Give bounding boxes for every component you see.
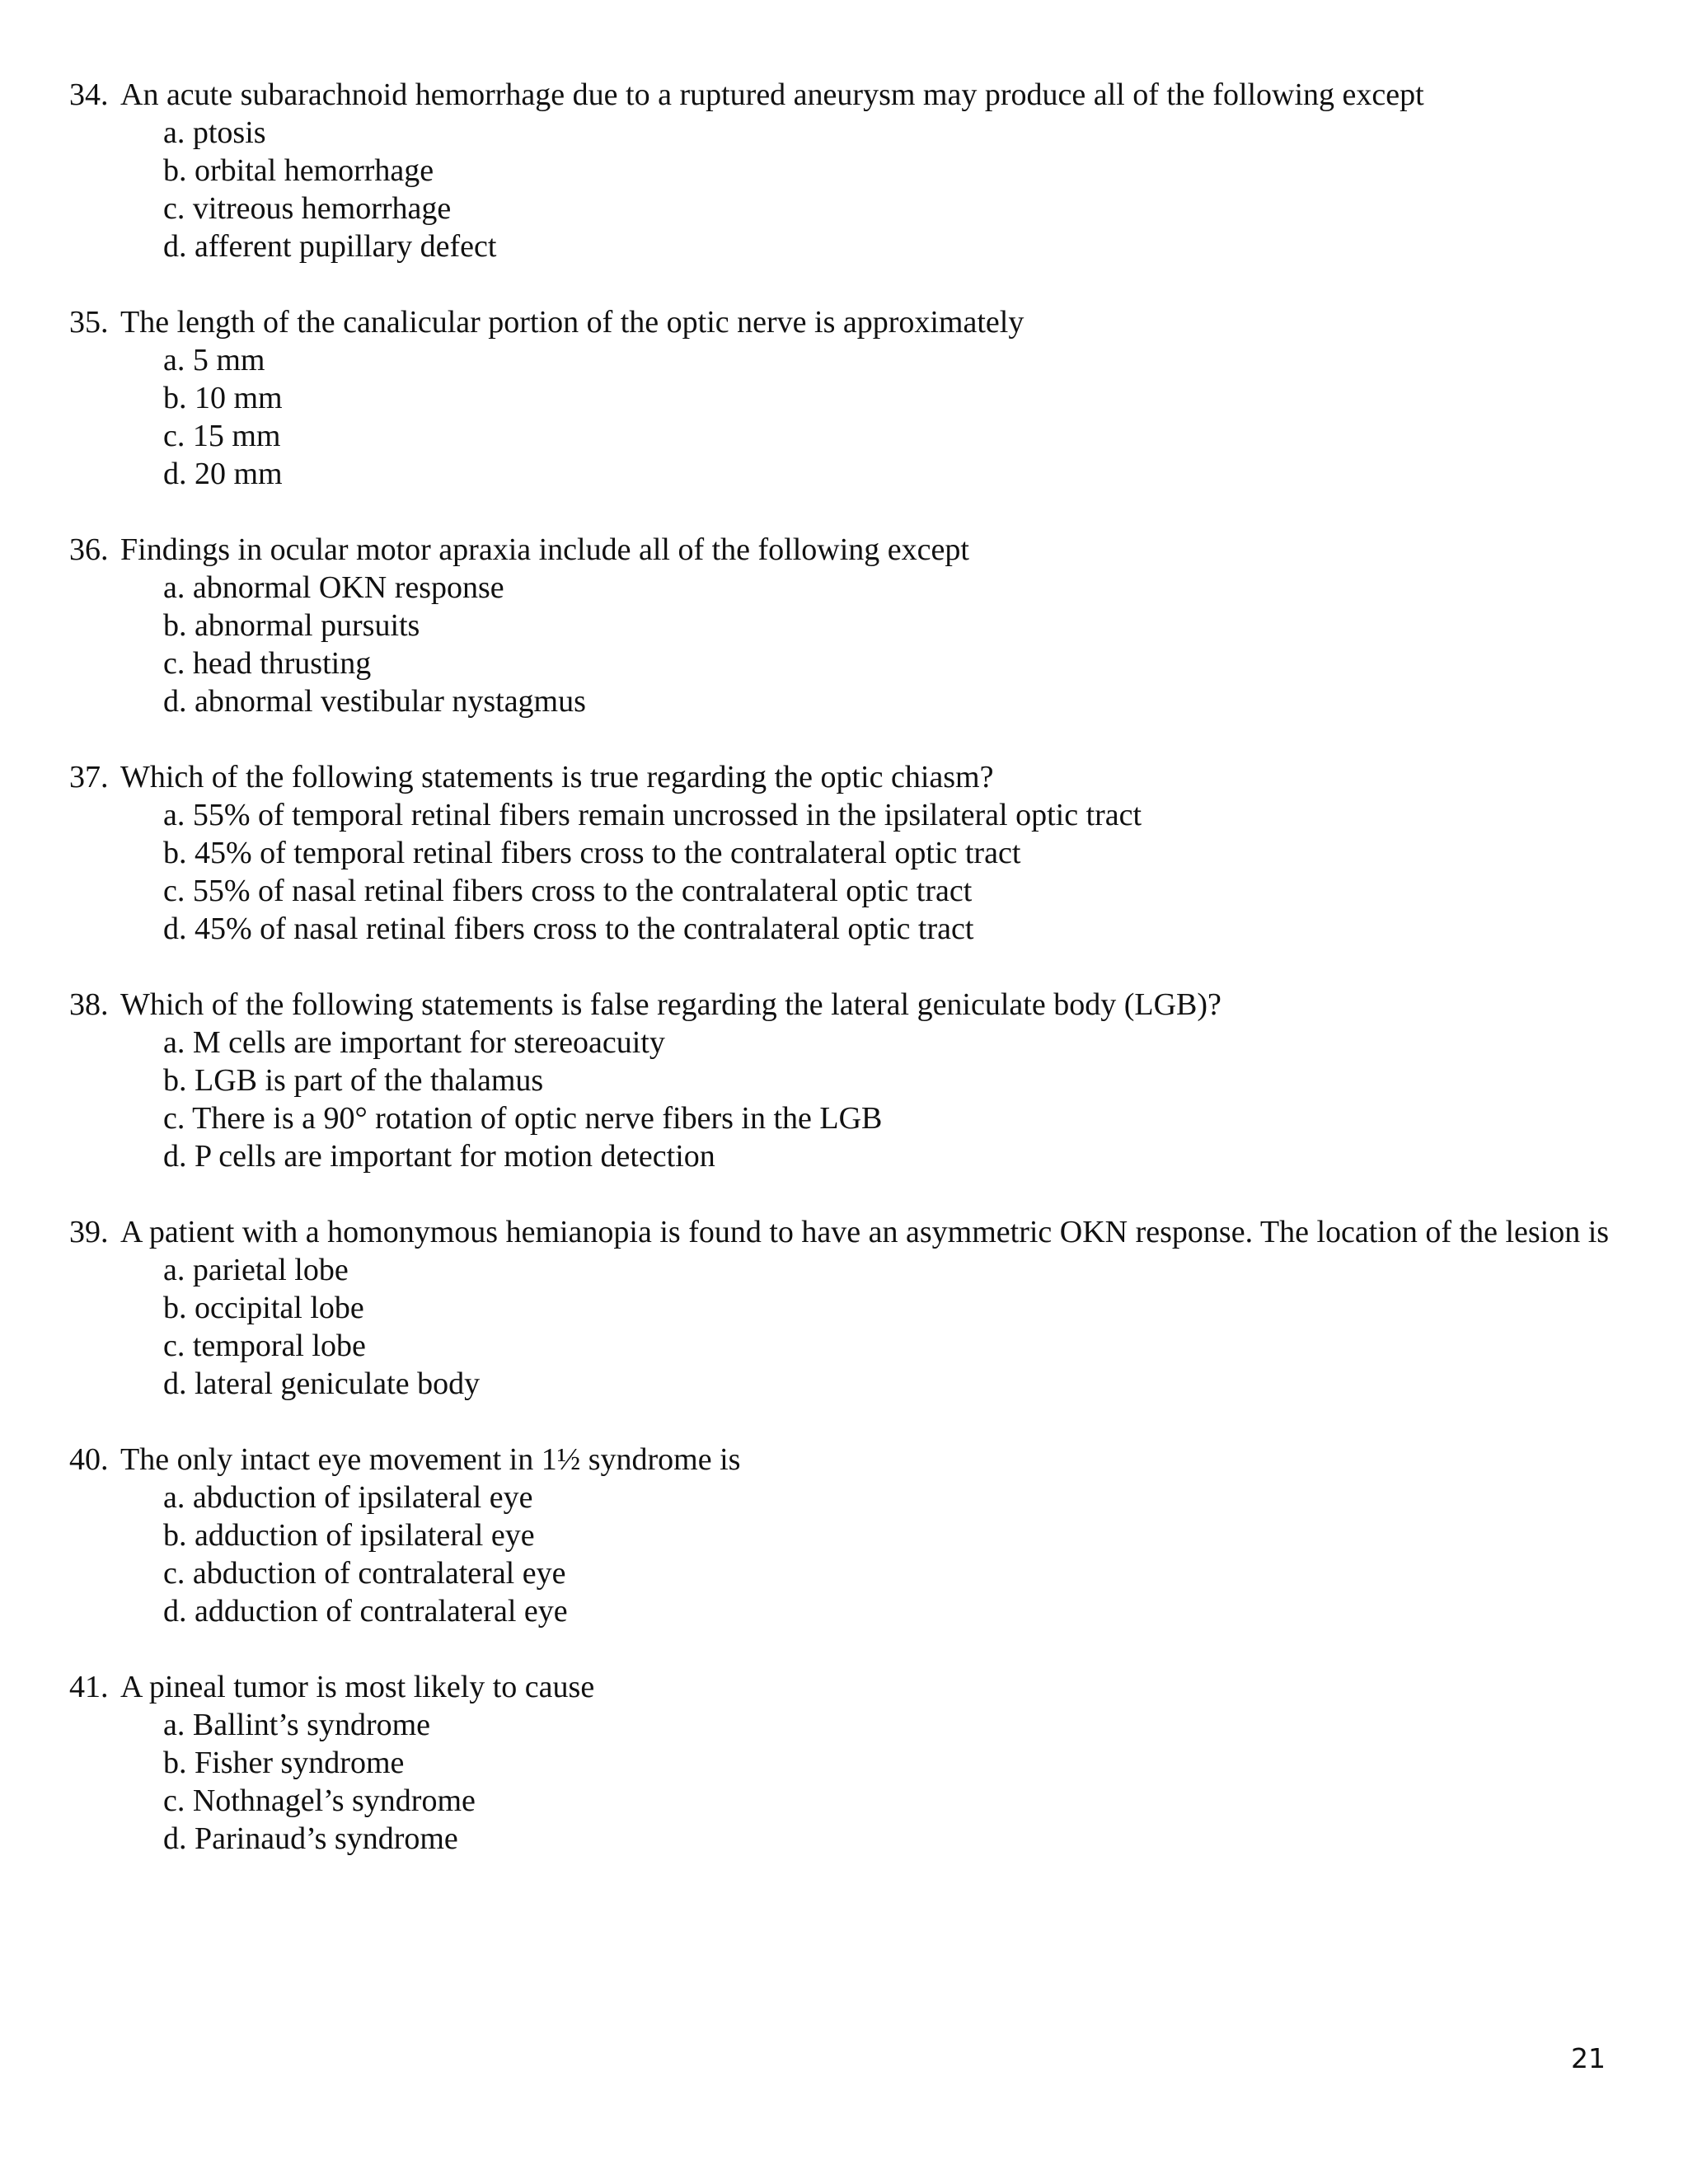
- choice-b: b. occipital lobe: [163, 1291, 364, 1325]
- question-40: [69, 1441, 1635, 1630]
- question-number: 39.: [69, 1215, 109, 1249]
- choice-a: a. M cells are important for stereoacuity: [163, 1025, 665, 1060]
- choice-a: a. ptosis: [163, 115, 266, 150]
- answer-choices: [69, 1479, 1635, 1630]
- choice-d: d. afferent pupillary defect: [163, 229, 497, 264]
- choice-c: c. Nothnagel’s syndrome: [163, 1783, 476, 1818]
- question-35: [69, 303, 1635, 493]
- choice-b: b. LGB is part of the thalamus: [163, 1063, 544, 1098]
- choice-a: a. abduction of ipsilateral eye: [163, 1480, 533, 1515]
- question-number: 41.: [69, 1670, 109, 1704]
- choice-b: b. orbital hemorrhage: [163, 153, 434, 188]
- choice-c: c. head thrusting: [163, 646, 372, 681]
- question-36: [69, 531, 1635, 720]
- answer-choices: [69, 114, 1635, 265]
- question-number: 34.: [69, 77, 109, 112]
- choice-a: a. Ballint’s syndrome: [163, 1708, 431, 1742]
- question-text: The only intact eye movement in 1½ syndrome is: [120, 1442, 741, 1477]
- question-number: 37.: [69, 760, 109, 794]
- answer-choices: [69, 341, 1635, 493]
- question-text: A patient with a homonymous hemianopia is found to have an asymmetric OKN response. The location of the lesion is: [120, 1215, 1610, 1249]
- choice-a: a. abnormal OKN response: [163, 570, 504, 605]
- question-stem-40: [69, 1441, 1635, 1479]
- page-number: 21: [1571, 2042, 1606, 2074]
- question-stem-36: [69, 531, 1635, 569]
- question-text: The length of the canalicular portion of the optic nerve is approximately: [120, 305, 1025, 340]
- choice-c: c. 15 mm: [163, 419, 281, 453]
- question-stem-35: [69, 303, 1635, 341]
- choice-c: c. temporal lobe: [163, 1329, 366, 1363]
- question-38: [69, 986, 1635, 1175]
- question-stem-37: [69, 758, 1635, 796]
- choice-d: d. adduction of contralateral eye: [163, 1594, 568, 1629]
- question-stem-34: [69, 76, 1635, 114]
- choice-b: b. 45% of temporal retinal fibers cross to the contralateral optic tract: [163, 836, 1021, 870]
- choice-d: d. 20 mm: [163, 457, 283, 491]
- question-number: 36.: [69, 532, 109, 567]
- choice-d: d. Parinaud’s syndrome: [163, 1821, 458, 1856]
- answer-choices: [69, 1024, 1635, 1175]
- choice-d: d. abnormal vestibular nystagmus: [163, 684, 586, 719]
- question-text: A pineal tumor is most likely to cause: [120, 1670, 595, 1704]
- question-text: Which of the following statements is false regarding the lateral geniculate body (LGB)?: [120, 987, 1221, 1022]
- choice-d: d. lateral geniculate body: [163, 1366, 481, 1401]
- choice-d: d. 45% of nasal retinal fibers cross to the contralateral optic tract: [163, 912, 974, 946]
- choice-c: c. There is a 90° rotation of optic nerve fibers in the LGB: [163, 1101, 883, 1136]
- choice-b: b. 10 mm: [163, 381, 283, 415]
- answer-choices: [69, 569, 1635, 720]
- question-text: Which of the following statements is true regarding the optic chiasm?: [120, 760, 994, 794]
- question-number: 38.: [69, 987, 109, 1022]
- question-34: [69, 76, 1635, 265]
- choice-c: c. abduction of contralateral eye: [163, 1556, 566, 1591]
- choice-c: c. vitreous hemorrhage: [163, 191, 452, 226]
- question-list: [69, 76, 1635, 1896]
- answer-choices: [69, 796, 1635, 948]
- question-stem-38: [69, 986, 1635, 1024]
- question-text: An acute subarachnoid hemorrhage due to a ruptured aneurysm may produce all of the following except: [120, 77, 1424, 112]
- choice-b: b. adduction of ipsilateral eye: [163, 1518, 535, 1553]
- choice-d: d. P cells are important for motion detection: [163, 1139, 715, 1174]
- answer-choices: [69, 1706, 1635, 1858]
- question-stem-39: [69, 1213, 1635, 1251]
- choice-c: c. 55% of nasal retinal fibers cross to the contralateral optic tract: [163, 874, 973, 908]
- question-number: 35.: [69, 305, 109, 340]
- question-stem-41: [69, 1668, 1635, 1706]
- question-number: 40.: [69, 1442, 109, 1477]
- question-41: [69, 1668, 1635, 1858]
- answer-choices: [69, 1251, 1635, 1403]
- choice-a: a. 55% of temporal retinal fibers remain uncrossed in the ipsilateral optic tract: [163, 798, 1142, 832]
- choice-b: b. abnormal pursuits: [163, 608, 420, 643]
- question-39: [69, 1213, 1635, 1403]
- choice-b: b. Fisher syndrome: [163, 1746, 405, 1780]
- question-37: [69, 758, 1635, 948]
- question-text: Findings in ocular motor apraxia include all of the following except: [120, 532, 969, 567]
- choice-a: a. parietal lobe: [163, 1253, 349, 1287]
- choice-a: a. 5 mm: [163, 343, 265, 377]
